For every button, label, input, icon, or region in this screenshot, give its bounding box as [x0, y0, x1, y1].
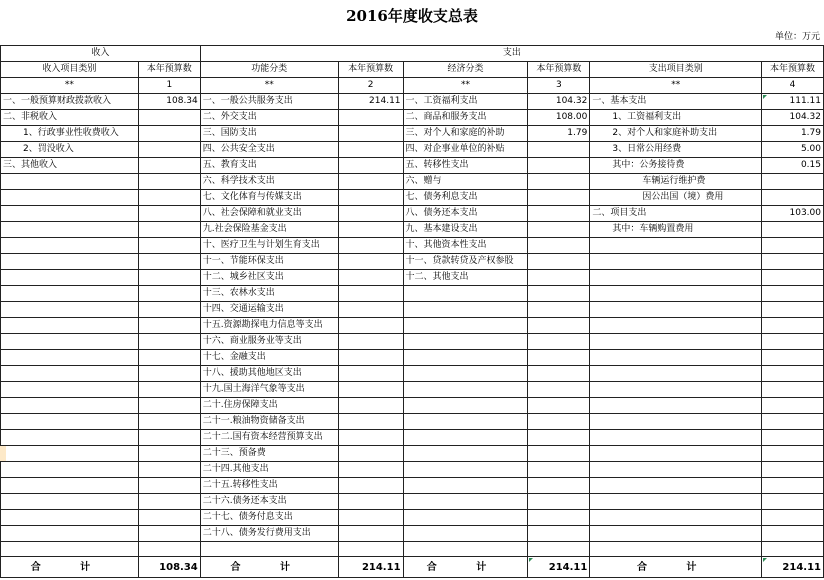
table-cell[interactable]: [338, 382, 403, 398]
table-cell[interactable]: [338, 110, 403, 126]
total-row: [1, 557, 824, 578]
column-code[interactable]: **: [200, 78, 338, 94]
table-cell[interactable]: 八、社会保障和就业支出: [200, 206, 338, 222]
table-cell[interactable]: [590, 366, 762, 382]
table-cell[interactable]: [138, 142, 200, 158]
table-cell[interactable]: 六、赠与: [403, 174, 528, 190]
table-cell[interactable]: 5.00: [762, 142, 824, 158]
table-cell[interactable]: [762, 414, 824, 430]
table-cell[interactable]: [200, 542, 338, 557]
table-cell[interactable]: [762, 430, 824, 446]
table-cell[interactable]: 车辆运行维护费: [590, 174, 762, 190]
table-cell[interactable]: 一、工资福利支出: [403, 94, 528, 110]
table-row: [1, 542, 824, 557]
table-cell[interactable]: [138, 206, 200, 222]
table-cell[interactable]: 六、科学技术支出: [200, 174, 338, 190]
column-code[interactable]: 4: [762, 78, 824, 94]
table-row: [1, 526, 824, 542]
column-header[interactable]: 功能分类: [200, 62, 338, 78]
table-cell[interactable]: 一、一般公共服务支出: [200, 94, 338, 110]
table-cell[interactable]: [138, 238, 200, 254]
table-cell[interactable]: [338, 174, 403, 190]
table-cell[interactable]: [528, 270, 590, 286]
table-cell[interactable]: 一、一般预算财政拨款收入: [1, 94, 139, 110]
table-cell[interactable]: 八、债务还本支出: [403, 206, 528, 222]
table-cell[interactable]: 五、教育支出: [200, 158, 338, 174]
table-cell[interactable]: 十一、节能环保支出: [200, 254, 338, 270]
table-cell[interactable]: [762, 318, 824, 334]
table-cell[interactable]: 0.15: [762, 158, 824, 174]
table-cell[interactable]: 二、项目支出: [590, 206, 762, 222]
table-cell[interactable]: [590, 286, 762, 302]
table-cell[interactable]: [138, 398, 200, 414]
table-cell[interactable]: [138, 542, 200, 557]
table-cell[interactable]: [403, 414, 528, 430]
table-cell[interactable]: [1, 382, 139, 398]
table-cell[interactable]: [403, 494, 528, 510]
table-cell[interactable]: [590, 494, 762, 510]
column-header[interactable]: 收入项目类别: [1, 62, 139, 78]
table-cell[interactable]: [528, 462, 590, 478]
table-cell[interactable]: [590, 430, 762, 446]
table-cell[interactable]: [762, 382, 824, 398]
table-row: [1, 334, 824, 350]
table-row: [1, 126, 824, 142]
table-cell[interactable]: [138, 126, 200, 142]
table-cell[interactable]: [528, 366, 590, 382]
table-cell[interactable]: [138, 110, 200, 126]
table-cell[interactable]: [1, 334, 139, 350]
code-row: [1, 78, 824, 94]
column-header[interactable]: 本年预算数: [528, 62, 590, 78]
table-row: [1, 222, 824, 238]
table-cell[interactable]: 108.34: [138, 94, 200, 110]
table-cell[interactable]: [403, 542, 528, 557]
table-cell[interactable]: [762, 526, 824, 542]
table-cell[interactable]: 1.79: [762, 126, 824, 142]
table-cell[interactable]: 111.11: [762, 94, 824, 110]
table-cell[interactable]: 2、罚没收入: [1, 142, 139, 158]
table-cell[interactable]: [762, 510, 824, 526]
table-cell[interactable]: [528, 174, 590, 190]
table-cell[interactable]: [1, 270, 139, 286]
table-cell[interactable]: [338, 286, 403, 302]
row-highlight: [0, 446, 6, 461]
table-cell[interactable]: 3、日常公用经费: [590, 142, 762, 158]
table-cell[interactable]: 十七、金融支出: [200, 350, 338, 366]
table-cell[interactable]: 二十二.国有资本经营预算支出: [200, 430, 338, 446]
table-cell[interactable]: [528, 478, 590, 494]
table-cell[interactable]: 十六、商业服务业等支出: [200, 334, 338, 350]
table-cell[interactable]: [338, 318, 403, 334]
table-cell[interactable]: 九、基本建设支出: [403, 222, 528, 238]
table-cell[interactable]: [762, 190, 824, 206]
table-row: [1, 206, 824, 222]
table-cell[interactable]: [528, 414, 590, 430]
header-row: [1, 62, 824, 78]
table-cell[interactable]: [138, 286, 200, 302]
table-cell[interactable]: [528, 526, 590, 542]
table-cell[interactable]: 二十五.转移性支出: [200, 478, 338, 494]
table-cell[interactable]: [590, 270, 762, 286]
table-cell[interactable]: 一、基本支出: [590, 94, 762, 110]
table-cell[interactable]: 三、对个人和家庭的补助: [403, 126, 528, 142]
table-cell[interactable]: [338, 414, 403, 430]
table-cell[interactable]: [762, 174, 824, 190]
table-cell[interactable]: [138, 318, 200, 334]
column-code[interactable]: 2: [338, 78, 403, 94]
cell-error-marker: [763, 558, 767, 562]
table-cell[interactable]: [590, 334, 762, 350]
table-cell[interactable]: [138, 430, 200, 446]
table-cell[interactable]: 十八、援助其他地区支出: [200, 366, 338, 382]
table-cell[interactable]: [528, 334, 590, 350]
table-cell[interactable]: 104.32: [528, 94, 590, 110]
table-cell[interactable]: 二、非税收入: [1, 110, 139, 126]
table-cell[interactable]: [338, 254, 403, 270]
table-cell[interactable]: [1, 350, 139, 366]
table-cell[interactable]: [590, 542, 762, 557]
table-cell[interactable]: [528, 158, 590, 174]
table-cell[interactable]: [762, 366, 824, 382]
table-cell[interactable]: [338, 366, 403, 382]
table-cell[interactable]: [762, 350, 824, 366]
table-cell[interactable]: [528, 382, 590, 398]
table-cell[interactable]: [138, 462, 200, 478]
table-cell[interactable]: [762, 238, 824, 254]
table-cell[interactable]: 十三、农林水支出: [200, 286, 338, 302]
table-cell[interactable]: [1, 318, 139, 334]
table-cell[interactable]: 十九.国土海洋气象等支出: [200, 382, 338, 398]
table-row: [1, 430, 824, 446]
table-cell[interactable]: [138, 334, 200, 350]
table-cell[interactable]: [1, 190, 139, 206]
table-cell[interactable]: [528, 254, 590, 270]
table-cell[interactable]: [338, 206, 403, 222]
table-row: [1, 302, 824, 318]
table-row: [1, 446, 824, 462]
table-cell[interactable]: [590, 238, 762, 254]
table-cell[interactable]: [403, 398, 528, 414]
table-cell[interactable]: 二、商品和服务支出: [403, 110, 528, 126]
table-cell[interactable]: 二十六.债务还本支出: [200, 494, 338, 510]
table-cell[interactable]: 二、外交支出: [200, 110, 338, 126]
table-cell[interactable]: 十二、其他支出: [403, 270, 528, 286]
table-cell[interactable]: [528, 302, 590, 318]
table-cell[interactable]: [403, 478, 528, 494]
table-cell[interactable]: 四、公共安全支出: [200, 142, 338, 158]
table-cell[interactable]: 十一、贷款转贷及产权参股: [403, 254, 528, 270]
table-row: [1, 494, 824, 510]
table-cell[interactable]: 因公出国（境）费用: [590, 190, 762, 206]
table-cell[interactable]: 2、对个人和家庭补助支出: [590, 126, 762, 142]
table-cell[interactable]: 四、对企事业单位的补贴: [403, 142, 528, 158]
table-cell[interactable]: [528, 398, 590, 414]
table-cell[interactable]: [138, 382, 200, 398]
table-cell[interactable]: 103.00: [762, 206, 824, 222]
total-value[interactable]: 214.11: [528, 557, 590, 578]
column-header[interactable]: 经济分类: [403, 62, 528, 78]
table-cell[interactable]: [590, 526, 762, 542]
table-cell[interactable]: [762, 494, 824, 510]
table-cell[interactable]: [138, 526, 200, 542]
table-cell[interactable]: [338, 510, 403, 526]
table-cell[interactable]: [1, 174, 139, 190]
section-row: [1, 46, 824, 62]
table-cell[interactable]: [1, 494, 139, 510]
table-cell[interactable]: [528, 286, 590, 302]
table-cell[interactable]: 214.11: [338, 94, 403, 110]
table-cell[interactable]: [403, 526, 528, 542]
table-cell[interactable]: 三、国防支出: [200, 126, 338, 142]
table-cell[interactable]: 五、转移性支出: [403, 158, 528, 174]
table-cell[interactable]: [762, 254, 824, 270]
total-label[interactable]: 合 计: [590, 557, 762, 578]
table-cell[interactable]: 其中：车辆购置费用: [590, 222, 762, 238]
table-cell[interactable]: 七、债务利息支出: [403, 190, 528, 206]
table-cell[interactable]: [762, 398, 824, 414]
table-cell[interactable]: [590, 462, 762, 478]
table-cell[interactable]: [528, 542, 590, 557]
total-label[interactable]: 合 计: [200, 557, 338, 578]
table-cell[interactable]: [338, 494, 403, 510]
total-label[interactable]: 合 计: [1, 557, 139, 578]
table-cell[interactable]: 108.00: [528, 110, 590, 126]
table-row: [1, 478, 824, 494]
column-code[interactable]: **: [590, 78, 762, 94]
table-row: [1, 462, 824, 478]
table-cell[interactable]: [138, 302, 200, 318]
table-cell[interactable]: [590, 414, 762, 430]
table-cell[interactable]: [403, 462, 528, 478]
table-cell[interactable]: [762, 302, 824, 318]
income-section-cell[interactable]: 收入: [1, 46, 201, 62]
table-cell[interactable]: [528, 446, 590, 462]
table-cell[interactable]: [338, 334, 403, 350]
table-cell[interactable]: [590, 510, 762, 526]
table-cell[interactable]: [762, 478, 824, 494]
table-cell[interactable]: [528, 238, 590, 254]
table-cell[interactable]: 1.79: [528, 126, 590, 142]
table-row: [1, 366, 824, 382]
table-cell[interactable]: [1, 414, 139, 430]
table-cell[interactable]: [528, 494, 590, 510]
total-value[interactable]: 214.11: [762, 557, 824, 578]
table-cell[interactable]: [528, 206, 590, 222]
table-cell[interactable]: [1, 206, 139, 222]
table-cell[interactable]: [403, 382, 528, 398]
table-cell[interactable]: [762, 446, 824, 462]
table-cell[interactable]: [528, 142, 590, 158]
table-cell[interactable]: [1, 398, 139, 414]
table-cell[interactable]: [762, 542, 824, 557]
table-cell[interactable]: [1, 526, 139, 542]
table-cell[interactable]: 104.32: [762, 110, 824, 126]
table-cell[interactable]: [762, 270, 824, 286]
table-cell[interactable]: 1、工资福利支出: [590, 110, 762, 126]
sheet-title: 2016年度收支总表: [346, 7, 478, 25]
table-cell[interactable]: [1, 254, 139, 270]
table-row: [1, 382, 824, 398]
table-cell[interactable]: [403, 430, 528, 446]
table-row: [1, 174, 824, 190]
unit-label: 单位：万元: [774, 32, 820, 42]
table-cell[interactable]: [138, 174, 200, 190]
table-cell[interactable]: [338, 142, 403, 158]
table-cell[interactable]: [338, 350, 403, 366]
table-cell[interactable]: [138, 254, 200, 270]
table-row: [1, 254, 824, 270]
table-cell[interactable]: 十五.资源勘探电力信息等支出: [200, 318, 338, 334]
table-cell[interactable]: [1, 542, 139, 557]
table-cell[interactable]: [762, 222, 824, 238]
total-value[interactable]: 108.34: [138, 557, 200, 578]
cell-error-marker: [763, 95, 767, 99]
table-cell[interactable]: 其中：公务接待费: [590, 158, 762, 174]
table-cell[interactable]: [338, 526, 403, 542]
table-cell[interactable]: [338, 478, 403, 494]
table-row: [1, 142, 824, 158]
table-cell[interactable]: [590, 350, 762, 366]
table-cell[interactable]: [528, 318, 590, 334]
table-cell[interactable]: [338, 158, 403, 174]
table-cell[interactable]: [1, 462, 139, 478]
table-cell[interactable]: 二十四.其他支出: [200, 462, 338, 478]
table-cell[interactable]: [138, 350, 200, 366]
table-cell[interactable]: 十、医疗卫生与计划生育支出: [200, 238, 338, 254]
table-cell[interactable]: [403, 366, 528, 382]
column-header[interactable]: 本年预算数: [138, 62, 200, 78]
table-row: [1, 238, 824, 254]
table-row: [1, 318, 824, 334]
table-row: [1, 190, 824, 206]
table-cell[interactable]: [138, 510, 200, 526]
table-cell[interactable]: [403, 302, 528, 318]
table-cell[interactable]: [138, 494, 200, 510]
column-header[interactable]: 本年预算数: [338, 62, 403, 78]
table-cell[interactable]: [590, 478, 762, 494]
table-cell[interactable]: [528, 510, 590, 526]
table-cell[interactable]: [403, 318, 528, 334]
table-cell[interactable]: [762, 286, 824, 302]
column-code[interactable]: 1: [138, 78, 200, 94]
table-cell[interactable]: [528, 190, 590, 206]
table-row: [1, 398, 824, 414]
table-cell[interactable]: [338, 398, 403, 414]
table-cell[interactable]: [338, 430, 403, 446]
table-cell[interactable]: [403, 334, 528, 350]
table-row: [1, 270, 824, 286]
table-cell[interactable]: 二十八、债务发行费用支出: [200, 526, 338, 542]
table-cell[interactable]: [338, 238, 403, 254]
table-cell[interactable]: 二十七、债务付息支出: [200, 510, 338, 526]
table-cell[interactable]: [590, 254, 762, 270]
table-cell[interactable]: [338, 222, 403, 238]
table-cell[interactable]: 二十.住房保障支出: [200, 398, 338, 414]
table-cell[interactable]: 三、其他收入: [1, 158, 139, 174]
table-cell[interactable]: 七、文化体育与传媒支出: [200, 190, 338, 206]
column-header[interactable]: 支出项目类别: [590, 62, 762, 78]
table-row: [1, 286, 824, 302]
table-cell[interactable]: [590, 382, 762, 398]
table-cell[interactable]: [338, 270, 403, 286]
table-cell[interactable]: [528, 430, 590, 446]
table-cell[interactable]: [590, 398, 762, 414]
total-label[interactable]: 合 计: [403, 557, 528, 578]
table-cell[interactable]: [338, 302, 403, 318]
table-cell[interactable]: [762, 462, 824, 478]
table-row: [1, 158, 824, 174]
table-cell[interactable]: [138, 270, 200, 286]
column-code[interactable]: **: [403, 78, 528, 94]
table-cell[interactable]: [1, 238, 139, 254]
table-cell[interactable]: 1、行政事业性收费收入: [1, 126, 139, 142]
table-cell[interactable]: [1, 302, 139, 318]
table-cell[interactable]: [338, 542, 403, 557]
table-row: [1, 510, 824, 526]
budget-table: [0, 45, 824, 578]
table-cell[interactable]: [338, 446, 403, 462]
table-cell[interactable]: [1, 286, 139, 302]
column-code[interactable]: 3: [528, 78, 590, 94]
table-cell[interactable]: 二十一.粮油物资储备支出: [200, 414, 338, 430]
table-row: [1, 110, 824, 126]
table-cell[interactable]: [1, 430, 139, 446]
table-cell[interactable]: 十、其他资本性支出: [403, 238, 528, 254]
table-cell[interactable]: [1, 510, 139, 526]
table-cell[interactable]: [528, 222, 590, 238]
table-row: [1, 94, 824, 110]
table-cell[interactable]: [138, 222, 200, 238]
table-cell[interactable]: [138, 478, 200, 494]
cell-error-marker: [529, 558, 533, 562]
table-cell[interactable]: [138, 366, 200, 382]
table-cell[interactable]: [338, 126, 403, 142]
table-cell[interactable]: [138, 190, 200, 206]
table-cell[interactable]: 九.社会保险基金支出: [200, 222, 338, 238]
table-cell[interactable]: [403, 350, 528, 366]
column-code[interactable]: **: [1, 78, 139, 94]
table-cell[interactable]: [403, 286, 528, 302]
table-cell[interactable]: [1, 446, 139, 462]
table-cell[interactable]: [403, 510, 528, 526]
table-cell[interactable]: [1, 222, 139, 238]
table-row: [1, 350, 824, 366]
table-cell[interactable]: 十二、城乡社区支出: [200, 270, 338, 286]
table-cell[interactable]: [338, 462, 403, 478]
table-cell[interactable]: [138, 158, 200, 174]
table-cell[interactable]: [338, 190, 403, 206]
table-cell[interactable]: [1, 366, 139, 382]
table-row: [1, 414, 824, 430]
table-cell[interactable]: [138, 414, 200, 430]
expense-section-cell[interactable]: 支出: [200, 46, 823, 62]
table-cell[interactable]: [590, 302, 762, 318]
table-cell[interactable]: [590, 318, 762, 334]
table-cell[interactable]: [762, 334, 824, 350]
table-cell[interactable]: [590, 446, 762, 462]
table-cell[interactable]: [138, 446, 200, 462]
column-header[interactable]: 本年预算数: [762, 62, 824, 78]
total-value[interactable]: 214.11: [338, 557, 403, 578]
table-cell[interactable]: [1, 478, 139, 494]
table-cell[interactable]: [403, 446, 528, 462]
table-cell[interactable]: 十四、交通运输支出: [200, 302, 338, 318]
table-cell[interactable]: 二十三、预备费: [200, 446, 338, 462]
table-cell[interactable]: [528, 350, 590, 366]
